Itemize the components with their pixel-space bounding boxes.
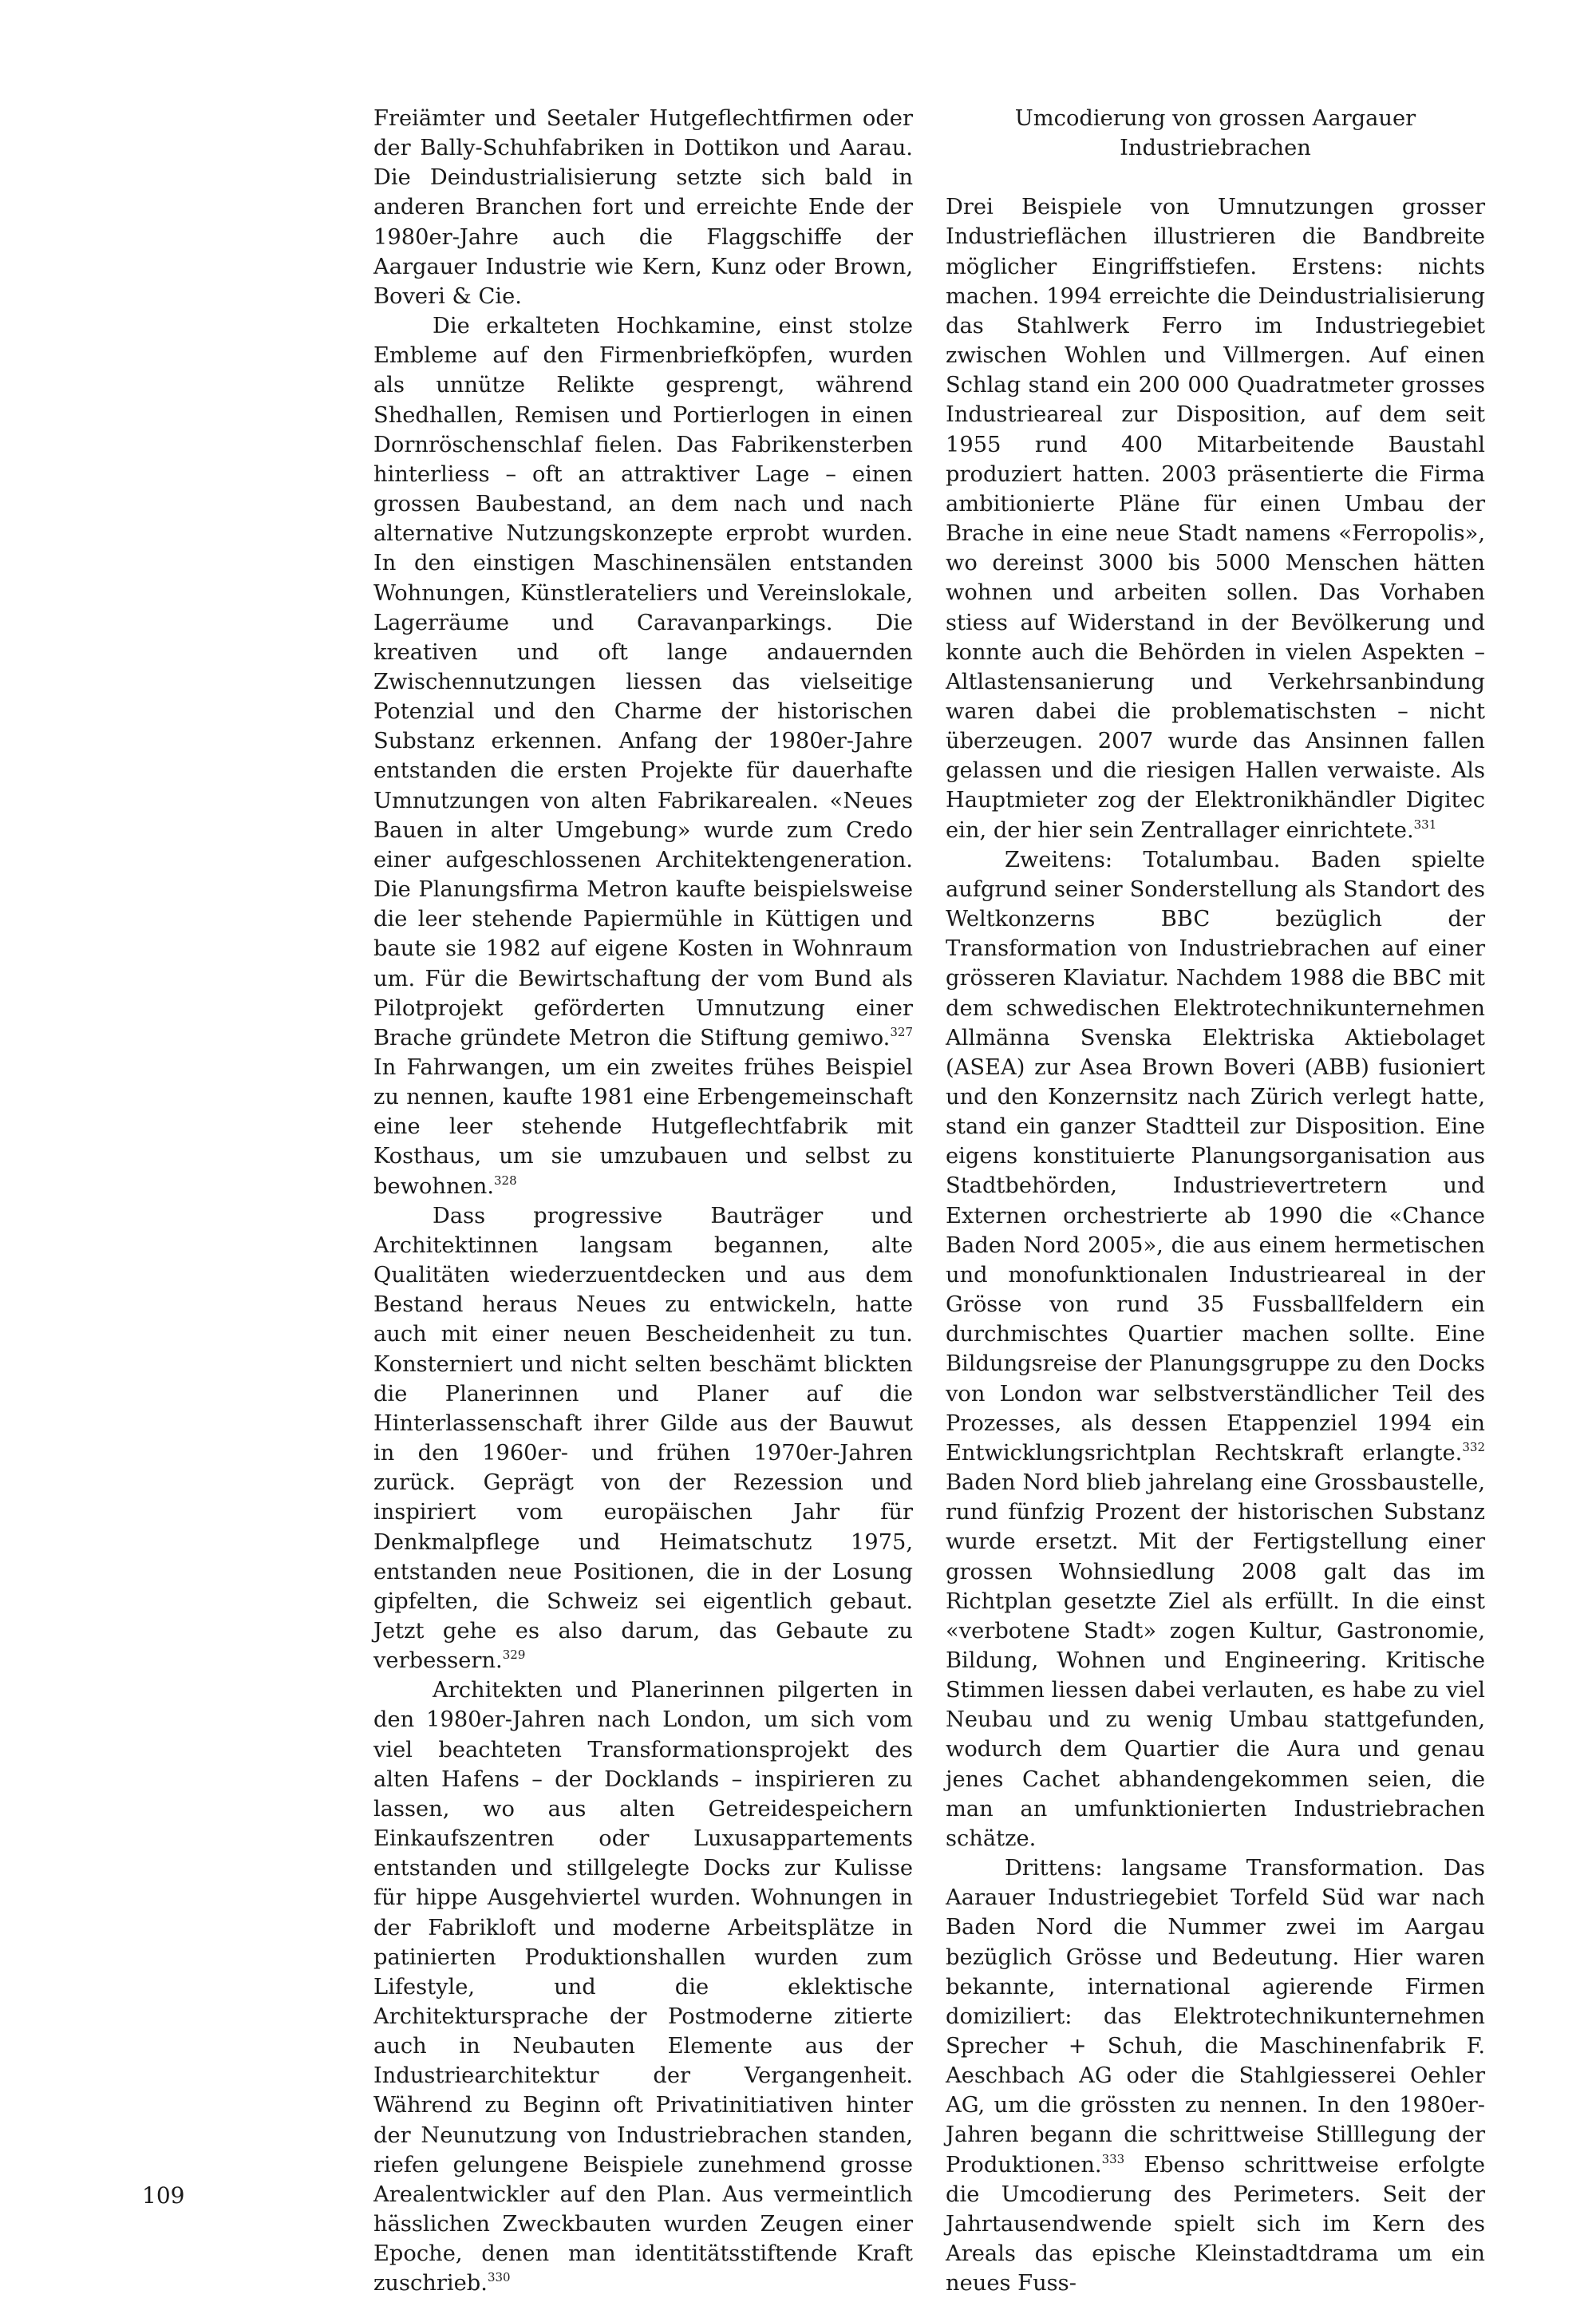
paragraph xyxy=(373,311,913,1201)
paragraph-text: In Fahrwangen, um ein zweites frühes Beispiel zu nennen, kaufte 1981 eine Erbengemeinschaft eine leer stehende Hutgeflechtfabrik mit Kosthaus, um sie umzubauen und selbst zu bewohnen. xyxy=(373,1055,913,1199)
paragraph-text: Ebenso schrittweise erfolgte die Umcodierung des Perimeters. Seit der Jahrtausendwende spielt sich im Kern des Areals das epische Kleinstadtdrama um ein neues Fuss- xyxy=(946,2152,1485,2296)
right-text-column xyxy=(946,104,1485,2298)
section-heading-line: Industriebrachen xyxy=(1120,136,1311,161)
paragraph xyxy=(946,1853,1485,2298)
paragraph xyxy=(373,1201,913,1676)
paragraph-text: Drei Beispiele von Umnutzungen grosser Industrieflächen illustrieren die Bandbreite möglicher Eingriffstiefen. Erstens: nichts machen. 1994 erreichte die Deindustrialisierung das Stahlwerk Ferro im Industriegebiet zwischen Wohlen und Villmergen. Auf einen Schlag stand ein 200 000 Quadratmeter grosses Industrieareal zur Disposition, auf dem seit 1955 rund 400 Mitarbeitende Baustahl produziert hatten. 2003 präsentierte die Firma ambitionierte Pläne für einen Umbau der Brache in eine neue Stadt namens «Ferropolis», wo dereinst 3000 bis 5000 Menschen hätten wohnen und arbeiten sollen. Das Vorhaben stiess auf Widerstand in der Bevölkerung und konnte auch die Behörden in vielen Aspekten – Altlastensanierung und Verkehrsanbindung waren dabei die problematischsten – nicht überzeugen. 2007 wurde das Ansinnen fallen gelassen und die riesigen Hallen verwaiste. Als Hauptmieter zog der Elektronikhändler Digitec ein, der hier sein Zentrallager einrichtete. xyxy=(946,195,1485,843)
paragraph-text: Baden Nord blieb jahrelang eine Grossbaustelle, rund fünfzig Prozent der historischen Substanz wurde ersetzt. Mit der Fertigstellung einer grossen Wohnsiedlung 2008 galt das im Richtplan gesetzte Ziel als erfüllt. In die einst «verbotene Stadt» zogen Kultur, Gastronomie, Bildung, Wohnen und Engineering. Kritische Stimmen liessen dabei verlauten, es habe zu viel Neubau und zu wenig Umbau stattgefunden, wodurch dem Quartier die Aura und genau jenes Cachet abhandengekommen seien, die man an umfunktionierten Industriebrachen schätze. xyxy=(946,1470,1485,1851)
paragraph xyxy=(946,192,1485,845)
paragraph-text: Zweitens: Totalumbau. Baden spielte aufgrund seiner Sonderstellung als Standort des Weltkonzerns BBC bezüglich der Transformation von Industriebrachen auf einer grösseren Klaviatur. Nachdem 1988 die BBC mit dem schwedischen Elektrotechnikunternehmen Allmänna Svenska Elektriska Aktiebolaget (ASEA) zur Asea Brown Boveri (ABB) fusioniert und den Konzernsitz nach Zürich verlegt hatte, stand ein ganzer Stadtteil zur Disposition. Eine eigens konstituierte Planungsorganisation aus Stadtbehörden, Industrievertretern und Externen orchestrierte ab 1990 die «Chance Baden Nord 2005», die aus einem hermetischen und monofunktionalen Industrieareal in der Grösse von rund 35 Fussballfeldern ein durchmischtes Quartier machen sollte. Eine Bildungsreise der Planungsgruppe zu den Docks von London war selbstverständlicher Teil des Prozesses, als dessen Etappenziel 1994 ein Entwicklungsrichtplan Rechtskraft erlangte. xyxy=(946,847,1485,1466)
footnote-ref[interactable]: 332 xyxy=(1462,1439,1485,1454)
paragraph xyxy=(373,1675,913,2298)
paragraph-text: Drittens: langsame Transformation. Das Aarauer Industriegebiet Torfeld Süd war nach Baden Nord die Nummer zwei im Aargau bezüglich Grösse und Bedeutung. Hier waren bekannte, international agierende Firmen domiziliert: das Elektrotechnikunternehmen Sprecher + Schuh, die Maschinenfabrik F. Aeschbach AG oder die Stahlgiesserei Oehler AG, um die grössten zu nennen. In den 1980er-Jahren begann die schrittweise Stilllegung der Produktionen. xyxy=(946,1856,1485,2178)
footnote-ref[interactable]: 333 xyxy=(1101,2151,1125,2166)
footnote-ref[interactable]: 331 xyxy=(1413,817,1437,832)
footnote-ref[interactable]: 328 xyxy=(494,1173,517,1188)
paragraph xyxy=(373,104,913,311)
paragraph-text: Freiämter und Seetaler Hutgeflechtfirmen oder der Bally-Schuhfabriken in Dottikon und Aarau. Die Deindustrialisierung setzte sich bald in anderen Branchen fort und erreichte Ende der 1980er-Jahre auch die Flaggschiffe der Aargauer Industrie wie Kern, Kunz oder Brown, Boveri & Cie. xyxy=(373,106,913,309)
page-number: 109 xyxy=(142,2182,185,2209)
section-heading xyxy=(946,104,1485,163)
paragraph-text: Architekten und Planerinnen pilgerten in den 1980er-Jahren nach London, um sich vom viel beachteten Transformationsprojekt des alten Hafens – der Docklands – inspirieren zu lassen, wo aus alten Getreidespeichern Einkaufszentren oder Luxusappartements entstanden und stillgelegte Docks zur Kulisse für hippe Ausgehviertel wurden. Wohnungen in der Fabrikloft und moderne Arbeitsplätze in patinierten Produktionshallen wurden zum Lifestyle, und die eklektische Architektursprache der Postmoderne zitierte auch in Neubauten Elemente aus der Industriearchitektur der Vergangenheit. Während zu Beginn oft Privatinitiativen hinter der Neunutzung von Industriebrachen standen, riefen gelungene Beispiele zunehmend grosse Arealentwickler auf den Plan. Aus vermeintlich hässlichen Zweckbauten wurden Zeugen einer Epoche, denen man identitätsstiftende Kraft zuschrieb. xyxy=(373,1678,913,2296)
paragraph-text: Die erkalteten Hochkamine, einst stolze Embleme auf den Firmenbriefköpfen, wurden als unnütze Relikte gesprengt, während Shedhallen, Remisen und Portierlogen in einen Dornröschenschlaf fielen. Das Fabrikensterben hinterliess – oft an attraktiver Lage – einen grossen Baubestand, an dem nach und nach alternative Nutzungskonzepte erprobt wurden. In den einstigen Maschinensälen entstanden Wohnungen, Künstlerateliers und Vereinslokale, Lagerräume und Caravanparkings. Die kreativen und oft lange andauernden Zwischennutzungen liessen das vielseitige Potenzial und den Charme der historischen Substanz erkennen. Anfang der 1980er-Jahre entstanden die ersten Projekte für dauerhafte Umnutzungen von alten Fabrikarealen. «Neues Bauen in alter Umgebung» wurde zum Credo einer aufgeschlossenen Architektengeneration. Die Planungsfirma Metron kaufte beispielsweise die leer stehende Papiermühle in Küttigen und baute sie 1982 auf eigene Kosten in Wohnraum um. Für die Bewirtschaftung der vom Bund als Pilotprojekt geförderten Umnutzung einer Brache gründete Metron die Stiftung gemiwo. xyxy=(373,314,913,1050)
footnote-ref[interactable]: 330 xyxy=(487,2270,511,2285)
paragraph xyxy=(946,845,1485,1853)
left-text-column xyxy=(373,104,913,2299)
paragraph-text: Dass progressive Bauträger und Architektinnen langsam begannen, alte Qualitäten wiederzuentdecken und aus dem Bestand heraus Neues zu entwickeln, hatte auch mit einer neuen Bescheidenheit zu tun. Konsterniert und nicht selten beschämt blickten die Planerinnen und Planer auf die Hinterlassenschaft ihrer Gilde aus der Bauwut in den 1960er- und frühen 1970er-Jahren zurück. Geprägt von der Rezession und inspiriert vom europäischen Jahr für Denkmalpflege und Heimatschutz 1975, entstanden neue Positionen, die in der Losung gipfelten, die Schweiz sei eigentlich gebaut. Jetzt gehe es also darum, das Gebaute zu verbessern. xyxy=(373,1203,913,1674)
footnote-ref[interactable]: 329 xyxy=(502,1647,526,1662)
footnote-ref[interactable]: 327 xyxy=(890,1024,913,1039)
section-heading-line: Umcodierung von grossen Aargauer xyxy=(1014,106,1416,131)
